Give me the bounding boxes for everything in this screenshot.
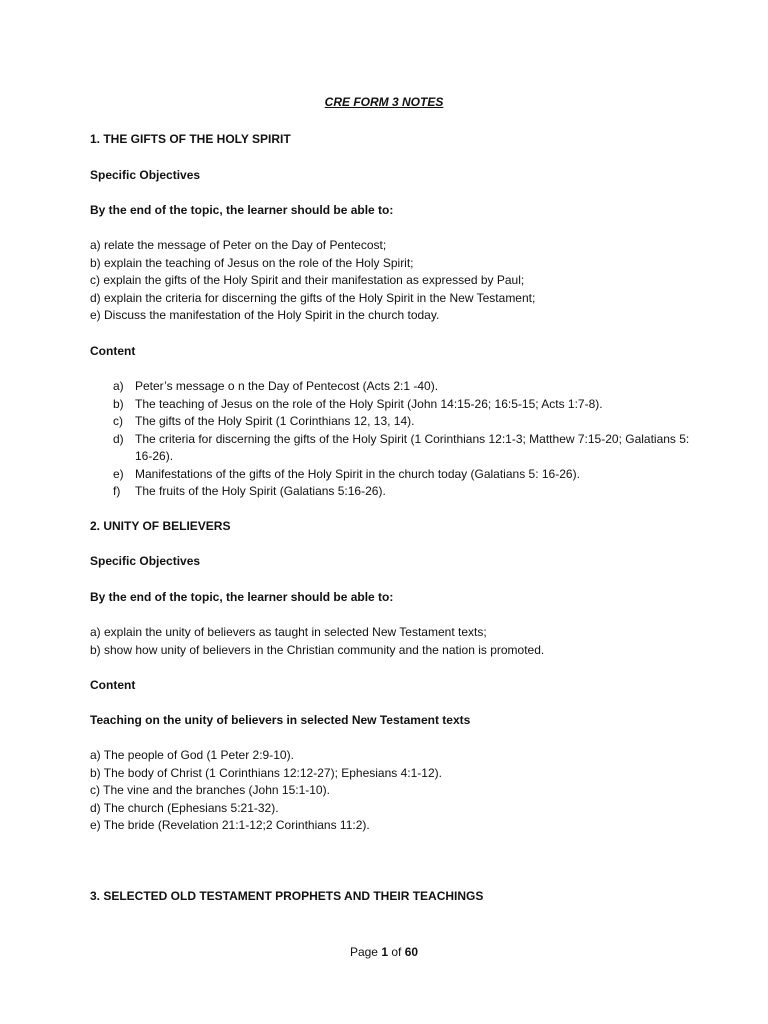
list-item: b) The body of Christ (1 Corinthians 12:12-27); Ephesians 4:1-12). [90,765,442,780]
list-item: e) The bride (Revelation 21:1-12;2 Corinthians 11:2). [90,818,370,832]
list-item [90,431,730,466]
list-item [90,413,730,431]
section2-content-label: Content [90,678,136,692]
section2-teachings-list [90,747,730,835]
section2-heading: 2. UNITY OF BELIEVERS [90,519,231,533]
list-item [90,483,730,501]
list-marker: a) [113,379,124,393]
footer-total-pages: 60 [404,945,419,959]
footer-current-page: 1 [381,945,388,959]
list-item-text: Peter’s message o n the Day of Pentecost (Acts 2:1 -40). [135,379,439,393]
list-marker: e) [113,466,124,481]
list-item: c) explain the gifts of the Holy Spirit and their manifestation as expressed by Paul; [90,273,525,287]
list-marker: c) [113,414,123,428]
list-item: e) Discuss the manifestation of the Holy Spirit in the church today. [90,308,440,322]
list-item-text-continued: 16-26). [135,449,174,463]
section2-objectives-label: Specific Objectives [90,554,201,568]
list-item: a) relate the message of Peter on the Day of Pentecost; [90,238,387,252]
list-item: b) explain the teaching of Jesus on the role of the Holy Spirit; [90,255,414,270]
section1-objectives-label: Specific Objectives [90,168,201,182]
list-item-text: The criteria for discerning the gifts of the Holy Spirit (1 Corinthians 12:1-3; Matthew 7:15-20; Galatians 5: [135,431,690,446]
list-item: c) The vine and the branches (John 15:1-10). [90,783,330,797]
section1-objectives-list [90,237,730,325]
list-item: b) show how unity of believers in the Christian community and the nation is promoted. [90,642,545,657]
footer-page-word: Page [349,945,378,959]
section1-content-label: Content [90,344,136,358]
list-marker: f) [113,484,121,498]
list-item [90,466,730,484]
section2-teaching-heading: Teaching on the unity of believers in selected New Testament texts [90,713,471,727]
section2-objectives-list [90,624,730,659]
list-marker: b) [113,396,124,411]
list-item-text: The teaching of Jesus on the role of the Holy Spirit (John 14:15-26; 16:5-15; Acts 1:7-8). [135,396,603,411]
section3-heading: 3. SELECTED OLD TESTAMENT PROPHETS AND THEIR TEACHINGS [90,889,484,903]
list-item: d) explain the criteria for discerning the gifts of the Holy Spirit in the New Testament; [90,290,536,305]
page-footer [0,944,768,962]
document-title: CRE FORM 3 NOTES [324,95,444,109]
section2-intro: By the end of the topic, the learner should be able to: [90,590,394,604]
section1-heading: 1. THE GIFTS OF THE HOLY SPIRIT [90,132,291,146]
list-item-text: Manifestations of the gifts of the Holy Spirit in the church today (Galatians 5: 16-26). [135,466,580,481]
section1-intro: By the end of the topic, the learner should be able to: [90,203,394,217]
list-item [90,396,730,414]
list-item-text: The fruits of the Holy Spirit (Galatians 5:16-26). [135,484,386,498]
list-item: d) The church (Ephesians 5:21-32). [90,800,279,815]
list-item-text: The gifts of the Holy Spirit (1 Corinthians 12, 13, 14). [135,414,415,428]
section1-content-list [90,378,730,501]
list-item: a) The people of God (1 Peter 2:9-10). [90,748,294,762]
footer-of-word: of [391,945,402,959]
list-item: a) explain the unity of believers as taught in selected New Testament texts; [90,625,487,639]
list-item [90,378,730,396]
list-marker: d) [113,431,124,446]
